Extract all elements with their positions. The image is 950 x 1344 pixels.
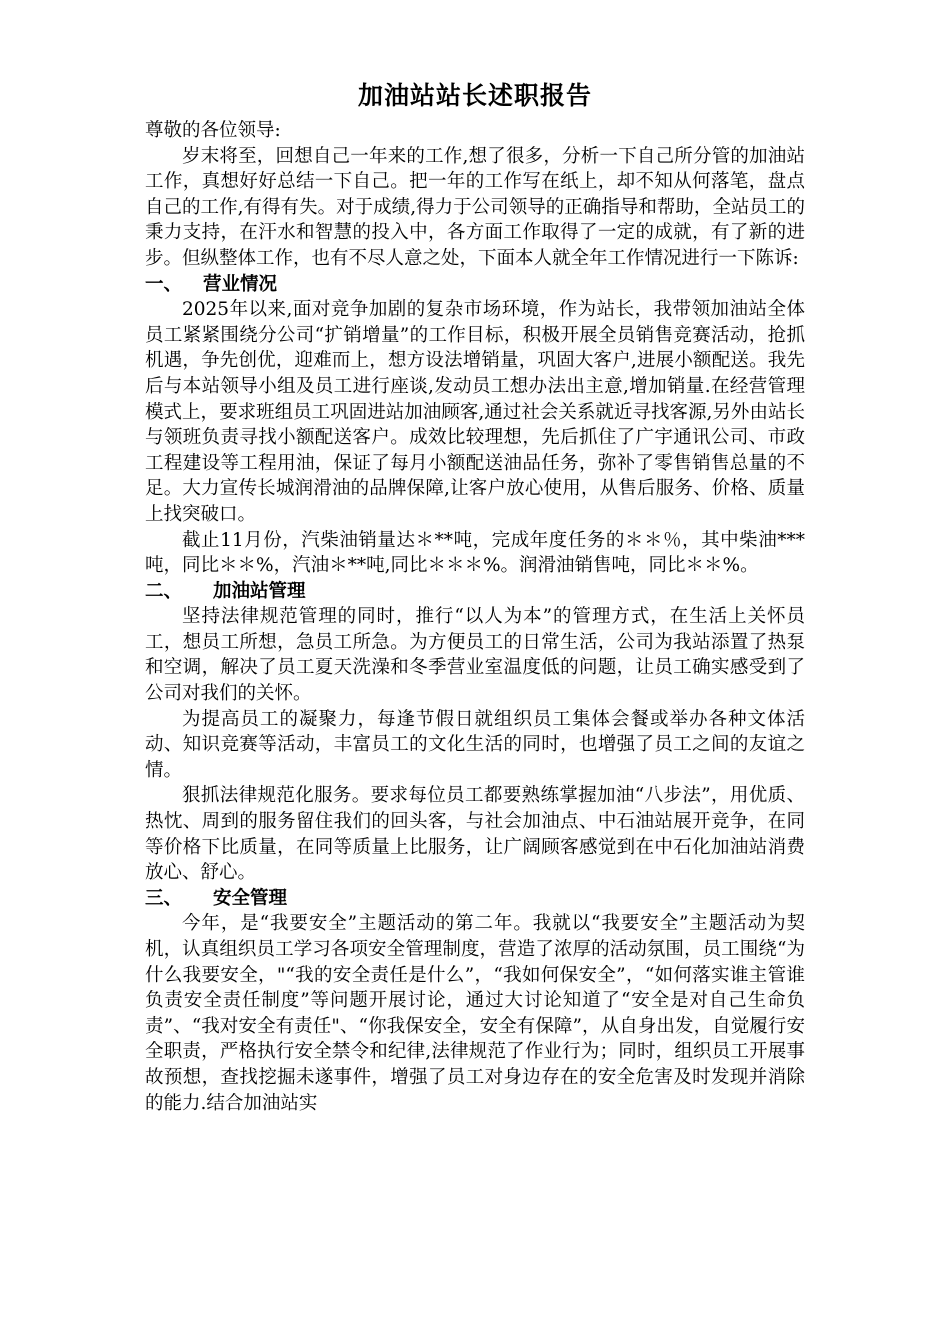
body-paragraph: 坚持法律规范管理的同时，推行“以人为本”的管理方式，在生活上关怀员工，想员工所想，急员工所急。为方便员工的日常生活，公司为我站添置了热泵和空调，解决了员工夏天洗澡和冬季营业室温度低的问题，让员工确实感受到了公司对我们的关怀。: [145, 606, 805, 705]
section-title: 营业情况: [203, 273, 278, 295]
intro-paragraph: 岁末将至，回想自己一年来的工作,想了很多，分析一下自己所分管的加油站工作，真想好好总结一下自己。把一年的工作写在纸上，却不知从何落笔，盘点自己的工作,有得有失。对于成绩,得力于公司领导的正确指导和帮助，全站员工的秉力支持，在汗水和智慧的投入中，各方面工作取得了一定的成就，有了新的进步。但纵整体工作，也有不尽人意之处，下面本人就全年工作情况进行一下陈诉:: [145, 145, 805, 269]
body-paragraph: 狠抓法律规范化服务。要求每位员工都要熟练掌握加油“八步法”，用优质、热忱、周到的服务留住我们的回头客，与社会加油点、中石油站展开竞争，在同等价格下比质量，在同等质量上比服务，让广阔顾客感觉到在中石化加油站消费放心、舒心。: [145, 785, 805, 884]
salutation: 尊敬的各位领导:: [145, 120, 281, 141]
section-number: 二、: [145, 580, 183, 602]
section-number: 三、: [145, 887, 183, 909]
section-heading-station-management: [145, 579, 805, 605]
section-heading-business: [145, 272, 805, 298]
document-title: 加油站站长述职报告: [357, 81, 592, 110]
section-title: 安全管理: [213, 887, 288, 909]
section-title: 加油站管理: [213, 580, 306, 602]
body-paragraph: 2025年以来,面对竞争加剧的复杂市场环境，作为站长，我带领加油站全体员工紧紧围绕分公司“扩销增量”的工作目标，积极开展全员销售竞赛活动，抢抓机遇，争先创优，迎难而上，想方设法增销量，巩固大客户,进展小额配送。我先后与本站领导小组及员工进行座谈,发动员工想办法出主意,增加销量.在经营管理模式上，要求班组员工巩固进站加油顾客,通过社会关系就近寻找客源,另外由站长与领班负责寻找小额配送客户。成效比较理想，先后抓住了广宇通讯公司、市政工程建设等工程用油，保证了每月小额配送油品任务，弥补了零售销售总量的不足。大力宣传长城润滑油的品牌保障,让客户放心使用，从售后服务、价格、质量上找突破口。: [145, 299, 805, 525]
body-paragraph: 今年，是“我要安全”主题活动的第二年。我就以“我要安全”主题活动为契机，认真组织员工学习各项安全管理制度，营造了浓厚的活动氛围，员工围绕“为什么我要安全，"“我的安全责任是什么”，“我如何保安全”，“如何落实谁主管谁负责安全责任制度”等问题开展讨论，通过大讨论知道了“安全是对自己生命负责”、“我对安全有责任"、“你我保安全，安全有保障”，从自身出发，自觉履行安全职责，严格执行安全禁令和纪律,法律规范了作业行为；同时，组织员工开展事故预想，查找挖掘未遂事件，增强了员工对身边存在的安全危害及时发现并消除的能力.结合加油站实: [145, 913, 805, 1114]
section-number: 一、: [145, 273, 183, 295]
section-heading-safety: [145, 886, 805, 912]
body-paragraph: 为提高员工的凝聚力，每逢节假日就组织员工集体会餐或举办各种文体活动、知识竞赛等活动，丰富员工的文化生活的同时，也增强了员工之间的友谊之情。: [145, 708, 805, 781]
document-page: [145, 76, 805, 1116]
body-paragraph: 截止11月份，汽柴油销量达＊**吨，完成年度任务的＊＊％，其中柴油***吨，同比＊＊%，汽油＊**吨,同比＊＊＊%。润滑油销售吨，同比＊＊%。: [145, 529, 805, 577]
